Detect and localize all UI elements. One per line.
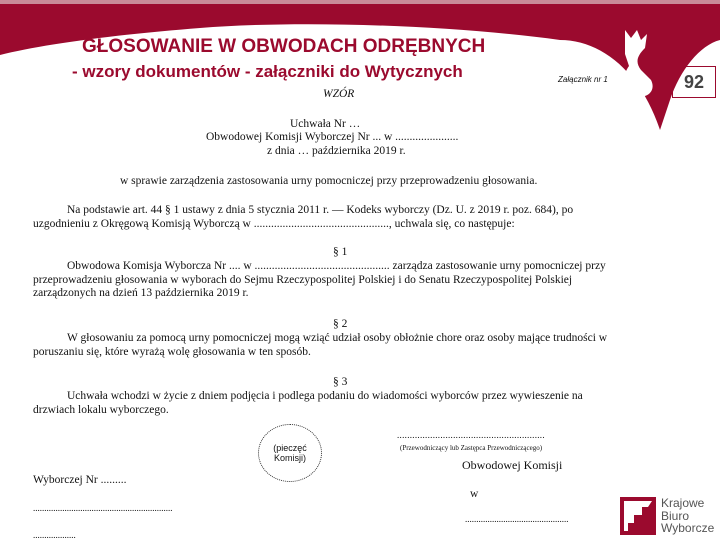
page-number: 92 (672, 66, 716, 98)
resolution-number: Uchwała Nr … (290, 118, 361, 130)
logo-line-2: Biuro (661, 508, 690, 523)
resolution-subject: w sprawie zarządzenia zastosowania urny pomocniczej przy przeprowadzeniu głosowania. (120, 175, 538, 187)
intro-paragraph: Na podstawie art. 44 § 1 ustawy z dnia 5 stycznia 2011 r. — Kodeks wyborczy (Dz. U. z 2019 r. poz. 684), po uzgodnieniu z Okręgową Komisją Wyborczą w ..............................................., uchwala się, co następuje: (33, 204, 574, 230)
section-2: § 2 (333, 318, 348, 330)
stamp-text-2: Komisji) (273, 453, 306, 463)
stamp-text-1: (pieczęć (273, 443, 307, 453)
resolution-date: z dnia … października 2019 r. (267, 145, 406, 157)
kbw-logo-icon (620, 497, 656, 535)
logo-line-3: Wyborcze (661, 521, 715, 535)
kbw-logo-text (661, 497, 714, 535)
signature-caption: (Przewodniczący lub Zastępca Przewodniczącego) (400, 444, 543, 452)
logo-line-1: Krajowe (661, 496, 705, 510)
header-subtitle: - wzory dokumentów - załączniki do Wytycznych (72, 62, 463, 81)
section-3: § 3 (333, 376, 348, 388)
paragraph-2: W głosowaniu za pomocą urny pomocniczej mogą wziąć udział osoby obłożnie chore oraz osoby mające trudności w poruszaniu się, które wyrażą wolę głosowania w ten sposób. (33, 332, 608, 358)
commission-name: Obwodowej Komisji Wyborczej Nr ... w ...................... (206, 131, 459, 143)
dots-right: .............................................. (465, 514, 569, 524)
section-1: § 1 (333, 246, 348, 258)
attachment-label: Załącznik nr 1 (558, 75, 608, 84)
signature-line: .......................................................... (397, 430, 545, 440)
wzor-label: WZÓR (323, 88, 355, 100)
paragraph-3: Uchwała wchodzi w życie z dniem podjęcia i podlega podaniu do wiadomości wyborców przez wywieszenie na drzwiach lokalu wyborczego. (33, 390, 583, 416)
dots-left: .............................................................. (33, 503, 173, 513)
wyborczej-nr: Wyborczej Nr ......... (33, 474, 127, 486)
dots-bottom: ................... (33, 530, 76, 540)
stamp-placeholder (258, 424, 322, 482)
paragraph-1: Obwodowa Komisja Wyborcza Nr .... w ............................................... zarządza zastosowanie urny pomocniczej przy przeprowadzeniu głosowania w wyborach do Sejmu Rzeczypospolitej Polskiej i do Senatu Rzeczypospolitej Polskiej zarządzonych na dzień 13 października 2019 r. (33, 260, 606, 299)
obwodowej-komisji: Obwodowej Komisji (462, 458, 563, 472)
header-title: GŁOSOWANIE W OBWODACH ODRĘBNYCH (82, 36, 486, 57)
w-label: w (470, 488, 479, 500)
